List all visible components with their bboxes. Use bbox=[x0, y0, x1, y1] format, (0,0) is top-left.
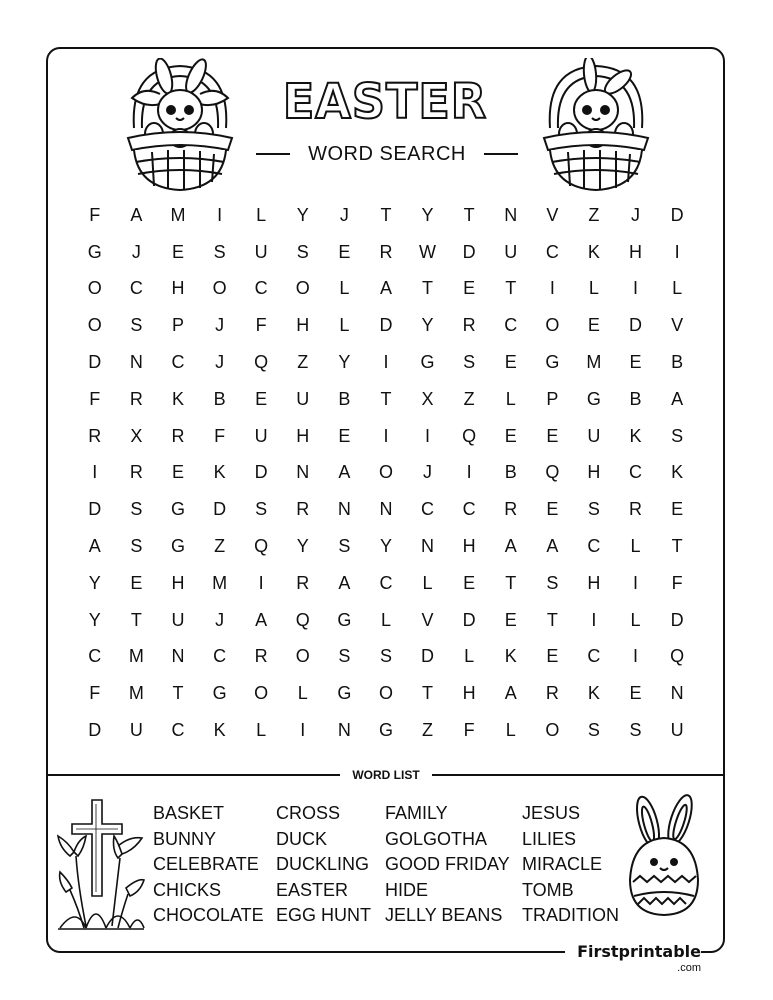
grid-cell: A bbox=[504, 683, 517, 704]
grid-cell: N bbox=[504, 204, 518, 225]
grid-cell: D bbox=[670, 609, 684, 630]
grid-cell: K bbox=[671, 462, 684, 483]
word-list-item: HIDE bbox=[385, 879, 429, 900]
grid-cell: N bbox=[337, 720, 351, 741]
grid-cell: A bbox=[504, 536, 517, 557]
grid-cell: A bbox=[88, 536, 101, 557]
grid-cell: I bbox=[591, 609, 597, 630]
grid-cell: V bbox=[546, 204, 559, 225]
grid-cell: J bbox=[339, 204, 349, 225]
word-list-item: EASTER bbox=[276, 879, 349, 900]
grid-cell: Q bbox=[670, 646, 685, 667]
grid-cell: F bbox=[463, 720, 475, 741]
grid-cell: I bbox=[425, 425, 431, 446]
grid-cell: K bbox=[171, 388, 184, 409]
grid-cell: A bbox=[255, 609, 268, 630]
grid-cell: H bbox=[296, 315, 310, 336]
grid-cell: L bbox=[339, 278, 350, 299]
subtitle-line-right bbox=[484, 153, 518, 155]
subtitle-line-left bbox=[256, 153, 290, 155]
grid-cell: L bbox=[256, 720, 267, 741]
grid-cell: A bbox=[338, 572, 351, 593]
brand-name: Firstprintable bbox=[577, 942, 701, 961]
grid-cell: L bbox=[588, 278, 599, 299]
grid-cell: F bbox=[671, 572, 683, 593]
grid-cell: G bbox=[212, 683, 227, 704]
grid-cell: G bbox=[420, 352, 435, 373]
grid-cell: Y bbox=[88, 609, 101, 630]
grid-cell: K bbox=[213, 720, 226, 741]
grid-cell: D bbox=[379, 315, 393, 336]
grid-cell: E bbox=[546, 646, 559, 667]
grid-cell: E bbox=[671, 499, 684, 520]
grid-cell: Z bbox=[463, 388, 475, 409]
grid-cell: N bbox=[296, 462, 310, 483]
word-list-item: FAMILY bbox=[385, 803, 448, 823]
grid-cell: C bbox=[587, 646, 601, 667]
subtitle: WORD SEARCH bbox=[308, 142, 466, 165]
grid-cell: E bbox=[504, 352, 517, 373]
grid-cell: G bbox=[545, 352, 560, 373]
grid-cell: F bbox=[214, 425, 226, 446]
grid-cell: H bbox=[171, 278, 185, 299]
grid-cell: O bbox=[295, 278, 310, 299]
grid-cell: F bbox=[89, 388, 101, 409]
grid-cell: H bbox=[587, 572, 601, 593]
grid-cell: L bbox=[630, 609, 641, 630]
grid-cell: Y bbox=[296, 204, 309, 225]
grid-cell: O bbox=[378, 462, 393, 483]
word-list-item: CELEBRATE bbox=[153, 854, 259, 875]
grid-cell: E bbox=[629, 352, 642, 373]
grid-cell: S bbox=[338, 646, 351, 667]
grid-cell: G bbox=[337, 609, 352, 630]
grid-cell: R bbox=[296, 499, 310, 520]
grid-cell: B bbox=[213, 388, 226, 409]
grid-cell: D bbox=[213, 499, 227, 520]
grid-cell: I bbox=[466, 462, 472, 483]
grid-cell: G bbox=[378, 720, 393, 741]
grid-cell: D bbox=[88, 352, 102, 373]
grid-cell: R bbox=[379, 241, 393, 262]
word-list-item: CHICKS bbox=[153, 879, 222, 900]
grid-cell: U bbox=[504, 241, 518, 262]
grid-cell: L bbox=[422, 572, 433, 593]
grid-cell: L bbox=[505, 720, 516, 741]
grid-cell: Q bbox=[462, 425, 477, 446]
grid-cell: S bbox=[629, 720, 642, 741]
grid-cell: O bbox=[87, 278, 102, 299]
grid-cell: F bbox=[255, 315, 267, 336]
grid-cell: J bbox=[631, 204, 641, 225]
grid-cell: C bbox=[88, 646, 102, 667]
grid-cell: Z bbox=[214, 536, 226, 557]
grid-cell: R bbox=[296, 572, 310, 593]
grid-cell: P bbox=[546, 388, 559, 409]
grid-cell: F bbox=[89, 683, 101, 704]
grid-cell: T bbox=[380, 204, 392, 225]
grid-cell: R bbox=[88, 425, 102, 446]
grid-cell: M bbox=[586, 352, 602, 373]
grid-cell: G bbox=[87, 241, 102, 262]
grid-cell: E bbox=[463, 278, 476, 299]
grid-cell: R bbox=[254, 646, 268, 667]
grid-cell: G bbox=[586, 388, 601, 409]
word-list-item: JESUS bbox=[522, 803, 581, 823]
grid-cell: Q bbox=[254, 352, 269, 373]
grid-cell: O bbox=[212, 278, 227, 299]
grid-cell: D bbox=[670, 204, 684, 225]
grid-cell: E bbox=[629, 683, 642, 704]
grid-cell: O bbox=[87, 315, 102, 336]
grid-cell: L bbox=[256, 204, 267, 225]
grid-cell: Y bbox=[379, 536, 392, 557]
grid-cell: B bbox=[671, 352, 684, 373]
grid-cell: O bbox=[295, 646, 310, 667]
grid-cell: D bbox=[462, 241, 476, 262]
grid-cell: E bbox=[338, 425, 351, 446]
grid-cell: K bbox=[213, 462, 226, 483]
grid-cell: O bbox=[254, 683, 269, 704]
grid-cell: A bbox=[671, 388, 684, 409]
grid-cell: R bbox=[545, 683, 559, 704]
grid-cell: T bbox=[130, 609, 142, 630]
grid-cell: T bbox=[380, 388, 392, 409]
grid-cell: M bbox=[128, 646, 144, 667]
letter-grid bbox=[74, 197, 698, 749]
grid-cell: R bbox=[629, 499, 643, 520]
grid-cell: N bbox=[379, 499, 393, 520]
grid-cell: R bbox=[171, 425, 185, 446]
grid-cell: D bbox=[88, 499, 102, 520]
word-list-item: CROSS bbox=[276, 803, 341, 823]
grid-cell: H bbox=[462, 536, 476, 557]
grid-cell: Y bbox=[421, 204, 434, 225]
grid-cell: J bbox=[131, 241, 141, 262]
grid-cell: H bbox=[587, 462, 601, 483]
grid-cell: Y bbox=[88, 572, 101, 593]
grid-cell: T bbox=[422, 278, 434, 299]
grid-cell: I bbox=[258, 572, 264, 593]
word-list-item: BUNNY bbox=[153, 828, 217, 849]
grid-cell: C bbox=[545, 241, 559, 262]
grid-cell: W bbox=[419, 241, 437, 262]
grid-cell: T bbox=[463, 204, 475, 225]
grid-cell: M bbox=[170, 204, 186, 225]
grid-cell: C bbox=[504, 315, 518, 336]
grid-cell: E bbox=[546, 425, 559, 446]
grid-cell: C bbox=[587, 536, 601, 557]
cross-lilies-icon bbox=[56, 796, 146, 931]
word-list-item: LILIES bbox=[522, 828, 577, 849]
grid-cell: P bbox=[171, 315, 184, 336]
grid-cell: E bbox=[504, 425, 517, 446]
word-list-item: TRADITION bbox=[522, 905, 619, 926]
grid-cell: K bbox=[504, 646, 517, 667]
grid-cell: S bbox=[671, 425, 684, 446]
word-list-item: GOOD FRIDAY bbox=[385, 854, 510, 875]
grid-cell: J bbox=[215, 315, 225, 336]
word-list-column-3 bbox=[385, 801, 510, 929]
grid-cell: C bbox=[421, 499, 435, 520]
grid-cell: T bbox=[172, 683, 184, 704]
word-list-label: WORD LIST bbox=[340, 766, 432, 784]
grid-cell: B bbox=[338, 388, 351, 409]
grid-cell: N bbox=[670, 683, 684, 704]
grid-cell: L bbox=[672, 278, 683, 299]
grid-cell: D bbox=[462, 609, 476, 630]
grid-cell: D bbox=[254, 462, 268, 483]
grid-cell: N bbox=[171, 646, 185, 667]
grid-cell: Y bbox=[338, 352, 351, 373]
grid-cell: E bbox=[171, 241, 184, 262]
grid-cell: C bbox=[379, 572, 393, 593]
grid-cell: U bbox=[296, 388, 310, 409]
grid-cell: S bbox=[213, 241, 226, 262]
grid-cell: R bbox=[462, 315, 476, 336]
word-list-column-2 bbox=[276, 801, 371, 929]
bunny-basket-left-icon bbox=[124, 58, 236, 193]
grid-cell: I bbox=[300, 720, 306, 741]
grid-cell: J bbox=[423, 462, 433, 483]
grid-cell: C bbox=[171, 352, 185, 373]
grid-cell: I bbox=[633, 646, 639, 667]
word-list-item: JELLY BEANS bbox=[385, 905, 503, 926]
brand-logo bbox=[565, 942, 701, 976]
grid-cell: E bbox=[171, 462, 184, 483]
grid-cell: C bbox=[213, 646, 227, 667]
grid-cell: U bbox=[254, 425, 268, 446]
grid-cell: L bbox=[464, 646, 475, 667]
word-list-item: MIRACLE bbox=[522, 854, 603, 875]
grid-cell: S bbox=[587, 720, 600, 741]
word-list-item: BASKET bbox=[153, 803, 225, 823]
page-title: EASTER bbox=[282, 72, 488, 130]
grid-cell: E bbox=[504, 609, 517, 630]
grid-cell: S bbox=[463, 352, 476, 373]
bunny-basket-right-icon bbox=[540, 58, 652, 193]
word-list-column-4 bbox=[522, 801, 619, 929]
grid-cell: L bbox=[297, 683, 308, 704]
word-list-item: TOMB bbox=[522, 879, 574, 900]
grid-cell: G bbox=[170, 499, 185, 520]
bunny-egg-icon bbox=[628, 792, 700, 917]
grid-cell: Y bbox=[296, 536, 309, 557]
grid-cell: D bbox=[88, 720, 102, 741]
grid-cell: Z bbox=[422, 720, 434, 741]
grid-cell: I bbox=[92, 462, 98, 483]
grid-cell: F bbox=[89, 204, 101, 225]
word-list bbox=[153, 801, 623, 931]
grid-cell: U bbox=[670, 720, 684, 741]
word-list-column-1 bbox=[153, 801, 264, 929]
grid-cell: Z bbox=[588, 204, 600, 225]
grid-cell: E bbox=[587, 315, 600, 336]
grid-cell: X bbox=[130, 425, 143, 446]
grid-cell: S bbox=[338, 536, 351, 557]
grid-cell: E bbox=[463, 572, 476, 593]
grid-cell: L bbox=[630, 536, 641, 557]
grid-cell: E bbox=[338, 241, 351, 262]
grid-cell: Y bbox=[421, 315, 434, 336]
grid-cell: K bbox=[587, 241, 600, 262]
grid-cell: T bbox=[505, 572, 517, 593]
grid-cell: I bbox=[633, 278, 639, 299]
grid-cell: O bbox=[378, 683, 393, 704]
grid-cell: Z bbox=[297, 352, 309, 373]
grid-cell: S bbox=[587, 499, 600, 520]
grid-cell: I bbox=[217, 204, 223, 225]
grid-cell: H bbox=[171, 572, 185, 593]
grid-cell: Q bbox=[545, 462, 560, 483]
grid-cell: S bbox=[546, 572, 559, 593]
grid-cell: T bbox=[422, 683, 434, 704]
grid-cell: B bbox=[504, 462, 517, 483]
grid-cell: S bbox=[255, 499, 268, 520]
grid-cell: G bbox=[170, 536, 185, 557]
grid-cell: K bbox=[587, 683, 600, 704]
grid-cell: R bbox=[504, 499, 518, 520]
grid-cell: A bbox=[546, 536, 559, 557]
grid-cell: X bbox=[421, 388, 434, 409]
grid-cell: S bbox=[130, 536, 143, 557]
grid-cell: C bbox=[254, 278, 268, 299]
grid-cell: J bbox=[215, 352, 225, 373]
grid-cell: A bbox=[338, 462, 351, 483]
grid-cell: M bbox=[212, 572, 228, 593]
grid-cell: V bbox=[671, 315, 684, 336]
grid-cell: L bbox=[380, 609, 391, 630]
grid-cell: C bbox=[171, 720, 185, 741]
grid-cell: T bbox=[671, 536, 683, 557]
grid-cell: O bbox=[545, 315, 560, 336]
grid-cell: H bbox=[462, 683, 476, 704]
grid-cell: I bbox=[633, 572, 639, 593]
grid-cell: C bbox=[129, 278, 143, 299]
grid-cell: I bbox=[383, 352, 389, 373]
grid-cell: U bbox=[587, 425, 601, 446]
grid-cell: K bbox=[629, 425, 642, 446]
grid-cell: A bbox=[130, 204, 143, 225]
grid-cell: T bbox=[505, 278, 517, 299]
grid-cell: Q bbox=[295, 609, 310, 630]
word-list-item: EGG HUNT bbox=[276, 905, 372, 926]
grid-cell: H bbox=[629, 241, 643, 262]
word-list-item: CHOCOLATE bbox=[153, 905, 264, 926]
grid-cell: N bbox=[421, 536, 435, 557]
grid-cell: S bbox=[130, 315, 143, 336]
grid-cell: L bbox=[339, 315, 350, 336]
grid-cell: S bbox=[130, 499, 143, 520]
grid-cell: Q bbox=[254, 536, 269, 557]
grid-cell: U bbox=[171, 609, 185, 630]
grid-cell: S bbox=[296, 241, 309, 262]
grid-cell: I bbox=[674, 241, 680, 262]
grid-cell: G bbox=[337, 683, 352, 704]
brand-domain: .com bbox=[677, 962, 701, 974]
grid-cell: L bbox=[505, 388, 516, 409]
grid-cell: U bbox=[129, 720, 143, 741]
grid-cell: E bbox=[546, 499, 559, 520]
grid-cell: H bbox=[296, 425, 310, 446]
grid-cell: C bbox=[629, 462, 643, 483]
grid-cell: B bbox=[629, 388, 642, 409]
grid-cell: V bbox=[421, 609, 434, 630]
subtitle-row bbox=[256, 141, 518, 167]
grid-cell: C bbox=[462, 499, 476, 520]
grid-cell: E bbox=[130, 572, 143, 593]
grid-cell: O bbox=[545, 720, 560, 741]
word-list-item: GOLGOTHA bbox=[385, 828, 488, 849]
grid-cell: I bbox=[549, 278, 555, 299]
word-list-item: DUCKLING bbox=[276, 854, 370, 875]
grid-cell: D bbox=[421, 646, 435, 667]
grid-cell: R bbox=[129, 388, 143, 409]
grid-cell: J bbox=[215, 609, 225, 630]
grid-cell: I bbox=[383, 425, 389, 446]
grid-cell: N bbox=[337, 499, 351, 520]
grid-cell: T bbox=[546, 609, 558, 630]
grid-cell: S bbox=[379, 646, 392, 667]
grid-cell: D bbox=[629, 315, 643, 336]
grid-cell: U bbox=[254, 241, 268, 262]
grid-cell: N bbox=[129, 352, 143, 373]
word-list-item: DUCK bbox=[276, 828, 328, 849]
grid-cell: M bbox=[128, 683, 144, 704]
grid-cell: A bbox=[379, 278, 392, 299]
grid-cell: E bbox=[255, 388, 268, 409]
grid-cell: R bbox=[129, 462, 143, 483]
